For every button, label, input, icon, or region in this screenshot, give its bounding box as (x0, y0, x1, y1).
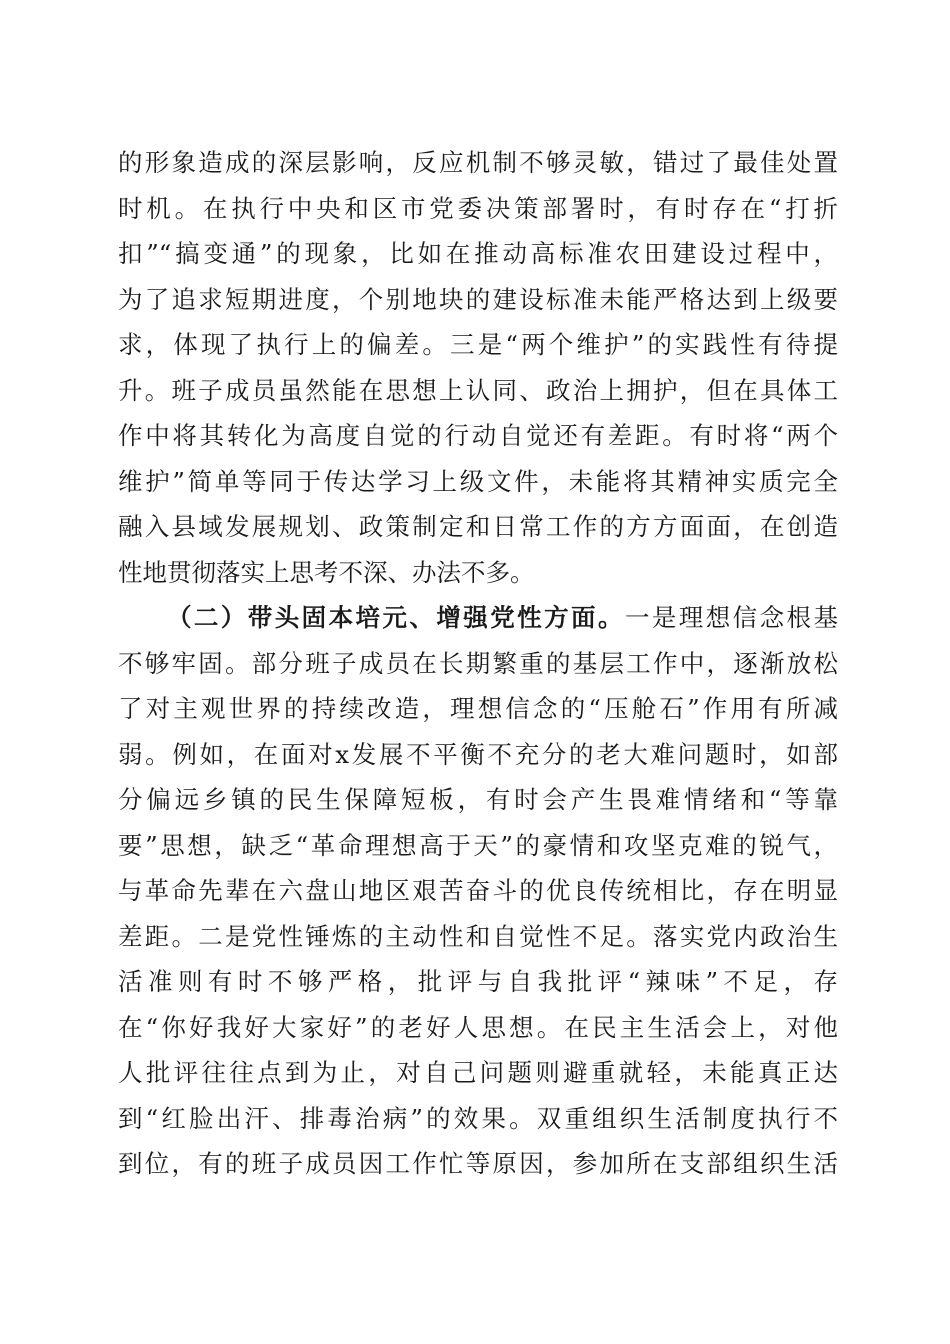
paragraph-line: 到“红脸出汗、排毒治病”的效果。双重组织生活制度执行不 (118, 1103, 838, 1133)
paragraph-line: 人批评往往点到为止，对自己问题则避重就轻，未能真正达 (118, 1058, 838, 1087)
paragraph-line: 时机。在执行中央和区市党委决策部署时，有时存在“打折 (118, 193, 838, 223)
paragraph-line: 差距。二是党性锤炼的主动性和自觉性不足。落实党内政治生 (118, 921, 838, 951)
paragraph-line: 的形象造成的深层影响，反应机制不够灵敏，错过了最佳处置 (118, 148, 838, 177)
section-heading-line (118, 595, 838, 641)
paragraph-line: 与革命先辈在六盘山地区艰苦奋斗的优良传统相比，存在明显 (118, 876, 838, 905)
paragraph-line: 作中将其转化为高度自觉的行动自觉还有差距。有时将“两个 (118, 421, 838, 450)
paragraph-line: 扣”“搞变通”的现象，比如在推动高标准农田建设过程中， (118, 239, 838, 268)
paragraph-line: 维护”简单等同于传达学习上级文件，未能将其精神实质完全 (118, 466, 838, 496)
paragraph-line: 融入县域发展规划、政策制定和日常工作的方方面面，在创造 (118, 512, 838, 541)
paragraph-line: 弱。例如，在面对x发展不平衡不充分的老大难问题时，如部 (118, 739, 838, 769)
paragraph-line: 在“你好我好大家好”的老好人思想。在民主生活会上，对他 (118, 1012, 838, 1042)
section-heading: （二）带头固本培元、增强党性方面。 (167, 603, 625, 632)
paragraph-line: 为了追求短期进度，个别地块的建设标准未能严格达到上级要 (118, 284, 838, 314)
paragraph-line: 分偏远乡镇的民生保障短板，有时会产生畏难情绪和“等靠 (118, 785, 838, 814)
paragraph-line: 性地贯彻落实上思考不深、办法不多。 (118, 557, 535, 587)
paragraph-line: 不够牢固。部分班子成员在长期繁重的基层工作中，逐渐放松 (118, 648, 838, 678)
section-heading-rest: 一是理想信念根基 (624, 603, 838, 632)
paragraph-line: 求，体现了执行上的偏差。三是“两个维护”的实践性有待提 (118, 330, 838, 359)
paragraph-line: 升。班子成员虽然能在思想上认同、政治上拥护，但在具体工 (118, 375, 838, 405)
paragraph-line: 活准则有时不够严格，批评与自我批评“辣味”不足，存 (118, 967, 838, 996)
paragraph-line: 了对主观世界的持续改造，理想信念的“压舱石”作用有所减 (118, 694, 838, 723)
body-text (118, 140, 838, 1187)
paragraph-line: 到位，有的班子成员因工作忙等原因，参加所在支部组织生活 (118, 1149, 838, 1178)
paragraph-line: 要”思想，缺乏“革命理想高于天”的豪情和攻坚克难的锐气， (118, 830, 838, 860)
